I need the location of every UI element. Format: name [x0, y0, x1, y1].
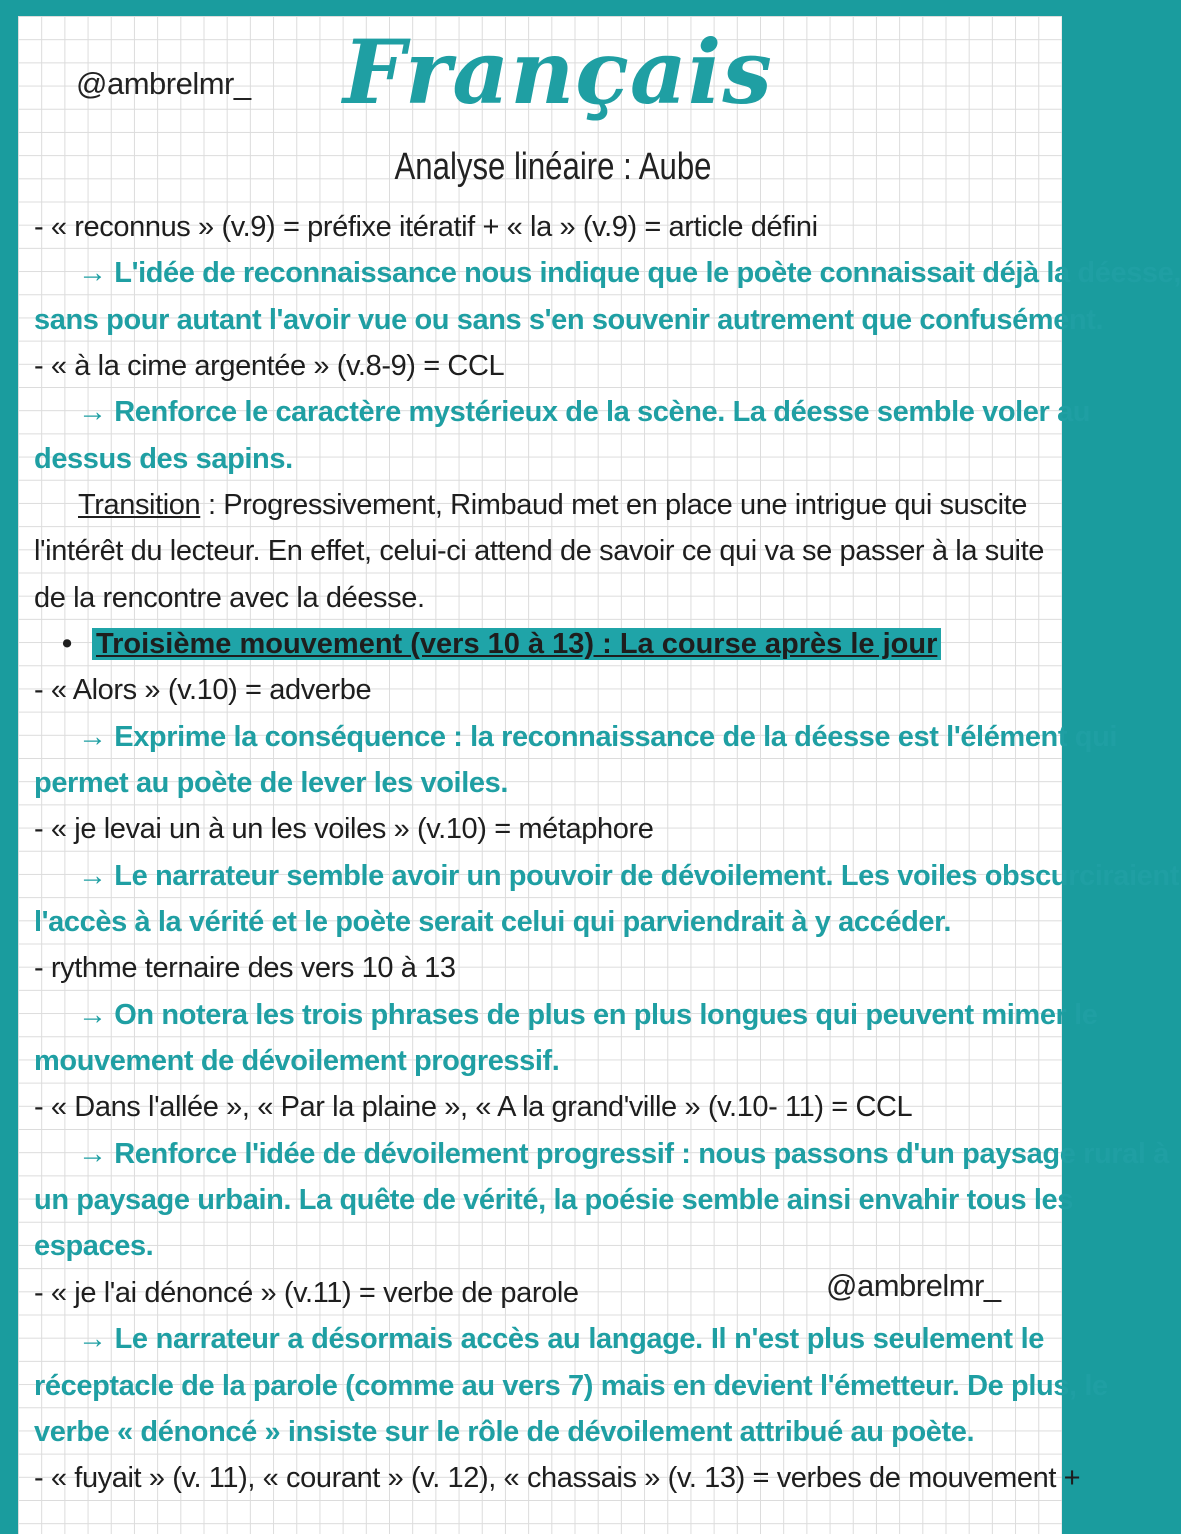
note-line: mouvement de dévoilement progressif. [34, 1045, 560, 1077]
page-subtitle: Analyse linéaire : Aube [394, 146, 712, 188]
note-line: → Renforce le caractère mystérieux de la scène. La déesse semble voler au [78, 396, 1091, 428]
note-line: espaces. [34, 1230, 154, 1262]
note-line: - rythme ternaire des vers 10 à 13 [34, 952, 456, 984]
note-line: → Exprime la conséquence : la reconnaissance de la déesse est l'élément qui [78, 721, 1118, 753]
note-line: - « fuyait » (v. 11), « courant » (v. 12), « chassais » (v. 13) = verbes de mouvement + [34, 1462, 1081, 1494]
note-line: - « Dans l'allée », « Par la plaine », « A la grand'ville » (v.10- 11) = CCL [34, 1091, 913, 1123]
author-handle-mid: @ambrelmr_ [826, 1268, 1001, 1303]
bullet-icon: • [62, 628, 73, 660]
note-line: → L'idée de reconnaissance nous indique que le poète connaissait déjà la déesse, [78, 257, 1181, 289]
section-heading [62, 624, 941, 664]
note-line: - « reconnus » (v.9) = préfixe itératif + « la » (v.9) = article défini [34, 211, 818, 243]
note-line: de la rencontre avec la déesse. [34, 582, 425, 614]
note-line: un paysage urbain. La quête de vérité, la poésie semble ainsi envahir tous les [34, 1184, 1073, 1216]
note-line: - « à la cime argentée » (v.8-9) = CCL [34, 350, 505, 382]
note-line: dessus des sapins. [34, 443, 293, 475]
note-line [34, 485, 1044, 525]
note-line: l'accès à la vérité et le poète serait celui qui parviendrait à y accéder. [34, 906, 952, 938]
note-line: → Renforce l'idée de dévoilement progressif : nous passons d'un paysage rural à [78, 1138, 1169, 1170]
section-heading-text: Troisième mouvement (vers 10 à 13) : La course après le jour [92, 628, 941, 660]
note-line: - « je levai un à un les voiles » (v.10) = métaphore [34, 813, 654, 845]
note-line: l'intérêt du lecteur. En effet, celui-ci attend de savoir ce qui va se passer à la suite [34, 535, 1044, 567]
note-line: → On notera les trois phrases de plus en plus longues qui peuvent mimer le [78, 999, 1098, 1031]
page-title: Français [343, 20, 773, 124]
note-line: - « Alors » (v.10) = adverbe [34, 674, 372, 706]
note-line: → Le narrateur semble avoir un pouvoir de dévoilement. Les voiles obscurciraient [78, 860, 1179, 892]
transition-text: : Progressivement, Rimbaud met en place une intrigue qui suscite [207, 489, 1027, 521]
note-line: réceptacle de la parole (comme au vers 7) mais en devient l'émetteur. De plus, le [34, 1370, 1108, 1402]
note-line: permet au poète de lever les voiles. [34, 767, 508, 799]
notes-page [18, 16, 1181, 1534]
note-line: sans pour autant l'avoir vue ou sans s'en souvenir autrement que confusément. [34, 304, 1104, 336]
transition-label: Transition [78, 489, 201, 521]
note-line: - « je l'ai dénoncé » (v.11) = verbe de parole [34, 1277, 579, 1309]
note-line: → Le narrateur a désormais accès au langage. Il n'est plus seulement le [78, 1323, 1044, 1355]
author-handle-top: @ambrelmr_ [76, 66, 251, 101]
note-line: verbe « dénoncé » insiste sur le rôle de dévoilement attribué au poète. [34, 1416, 975, 1448]
